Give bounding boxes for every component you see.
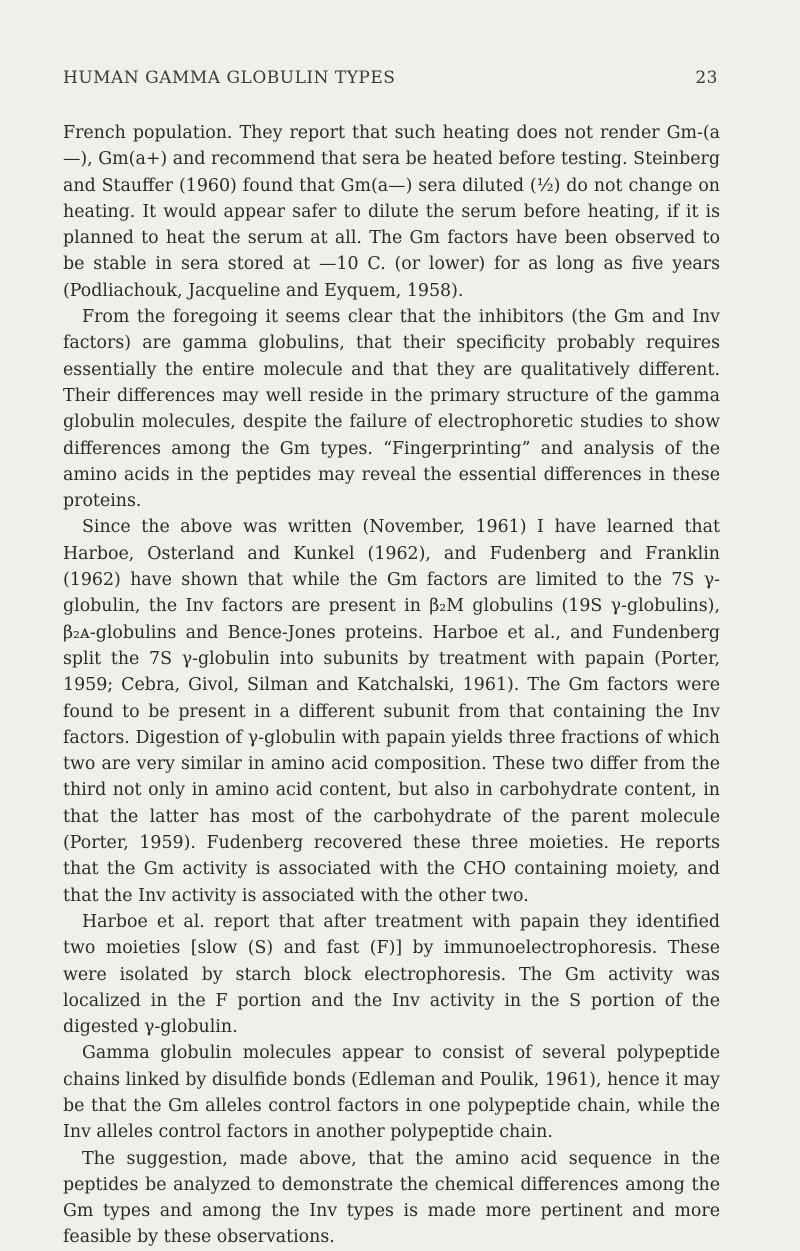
paragraph: French population. They report that such heating does not render Gm-(a—), Gm(a+) and recommend that sera be heated before testing. Steinberg and Stauffer (1960) found that Gm(a—) sera diluted (½) do not change on heating. It would appear safer to dilute the serum before heating, if it is planned to heat the serum at all. The Gm factors have been observed to be stable in sera stored at —10 C. (or lower) for as long as five years (Podliachouk, Jacqueline and Eyquem, 1958). xyxy=(63,123,720,301)
running-title: HUMAN GAMMA GLOBULIN TYPES xyxy=(63,68,396,88)
body-text xyxy=(63,120,720,1251)
page-number: 23 xyxy=(695,68,718,88)
paragraph: Harboe et al. report that after treatment with papain they identified two moieties [slow (S) and fast (F)] by immunoelectrophoresis. These were isolated by starch block electrophoresis. The Gm activity was localized in the F portion and the Inv activity in the S portion of the digested γ-globulin. xyxy=(63,911,720,1038)
paragraph: From the foregoing it seems clear that the inhibitors (the Gm and Inv factors) are gamma globulins, that their specificity probably requires essentially the entire molecule and that they are qualitatively different. Their differences may well reside in the primary structure of the gamma globulin molecules, despite the failure of electrophoretic studies to show differences among the Gm types. “Fingerprinting” and analysis of the amino acids in the peptides may reveal the essential differences in these proteins. xyxy=(63,307,720,512)
paragraph: The suggestion, made above, that the amino acid sequence in the peptides be analyzed to demonstrate the chemical differences among the Gm types and among the Inv types is made more pertinent and more feasible by these observations. xyxy=(63,1148,720,1248)
paragraph: Gamma globulin molecules appear to consist of several polypeptide chains linked by disulfide bonds (Edleman and Poulik, 1961), hence it may be that the Gm alleles control factors in one polypeptide chain, while the Inv alleles control factors in another polypeptide chain. xyxy=(63,1043,720,1143)
running-header xyxy=(63,68,718,88)
paragraph: Since the above was written (November, 1961) I have learned that Harboe, Osterland and Kunkel (1962), and Fudenberg and Franklin (1962) have shown that while the Gm factors are limited to the 7S γ-globulin, the Inv factors are present in β₂M globulins (19S γ-globulins), β₂ᴀ-globulins and Bence-Jones proteins. Harboe et al., and Fundenberg split the 7S γ-globulin into subunits by treatment with papain (Porter, 1959; Cebra, Givol, Silman and Katchalski, 1961). The Gm factors were found to be present in a different subunit from that containing the Inv factors. Digestion of γ-globulin with papain yields three fractions of which two are very similar in amino acid composition. These two differ from the third not only in amino acid content, but also in carbohydrate content, in that the latter has most of the carbohydrate of the parent molecule (Porter, 1959). Fudenberg recovered these three moieties. He reports that the Gm activity is associated with the CHO containing moiety, and that the Inv activity is associated with the other two. xyxy=(63,517,720,906)
